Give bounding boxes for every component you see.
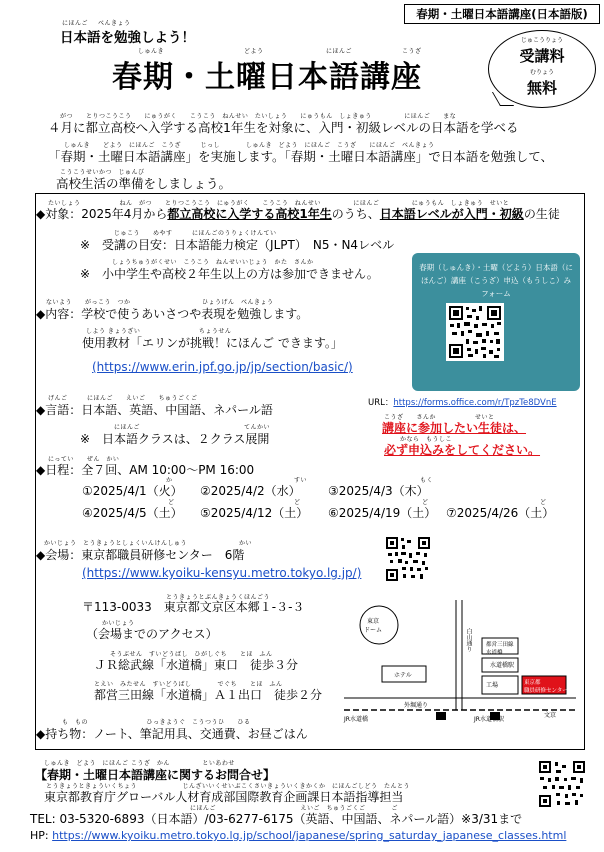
target-level: 日本語レベルが入門・初級 [379,207,524,221]
subtitle: 日本語を勉強しよう！ [60,30,195,46]
target-post: の生徒 [523,207,560,221]
date-5: ⑤2025/4/12（土） [200,506,309,520]
target-note2-ruby: しょうちゅうがくせい こうこう ねんせいいじょう かた さんか [112,259,314,266]
date-ruby-5: ど [294,499,301,506]
language-note-ruby-2: てんかい [244,424,271,431]
schedule-ruby: にってい ぜん かい [48,456,120,463]
schedule-row [36,461,254,478]
map-hotel-label: ホテル [394,672,412,679]
contact-qr-code[interactable] [538,760,586,808]
language-note-ruby: にほんご [114,424,141,431]
date-ruby-4: ど [168,499,175,506]
application-form-card[interactable] [412,253,580,391]
contact-hp-row [30,829,566,842]
language-text: 日本語、英語、中国語、ネパール語 [81,403,273,417]
language-version-tag: 春期・土曜日本語講座(日本語版) [404,4,600,24]
signup-notice-1: 講座に参加したい生徒は、 [382,421,527,435]
venue-address: 〒113-0033 東京都文京区本郷１-３-３ [82,600,305,614]
title-ruby-2: どよう [244,48,264,55]
page-title: 春期・土曜日本語講座 [112,60,422,95]
contact-tel-ruby: にほんご えいご ちゅうごくご ご [190,805,399,812]
date-ruby-3: もく [420,477,434,484]
route1-ruby: そうぶせん すいどうばし ひがしぐち とほ ふん [110,651,273,658]
title-ruby-3: にほんご [326,48,353,55]
intro-ruby-1: がつ とりつこうこう にゅうがく こうこう ねんせい たいしょう にゅうもん しょきゅう にほんご まな [60,113,457,120]
map-station-3: 水道橋駅 [490,662,515,669]
contact-header: 【春期・土曜日本語講座に関するお問合せ】 [35,768,276,782]
target-ruby: たいしょう ねん がつ とりつこうこう にゅうがく こうこう ねんせい にほんご にゅうもん しょきゅう せいと [48,200,510,207]
contact-tel: TEL: 03-5320-6893（日本語）/03-6277-6175（英語、中国語、ネパール語）※3/31まで [30,812,523,826]
address-ruby: とうきょうとぶんきょうくほんごう [166,594,271,601]
map-toei-building: 都営三田線 水道橋 [486,642,514,656]
route-toei: 都営三田線「水道橋」Ａ１出口 徒歩２分 [94,688,323,702]
content-label: ◆内容： [36,307,82,321]
map-station-2: JR水道橋駅 [474,716,504,723]
venue-link[interactable]: (https://www.kyoiku-kensyu.metro.tokyo.lg.jp/) [82,566,362,580]
date-4: ④2025/4/5（土） [82,506,183,520]
target-pre: 2025年4月から [81,207,168,221]
venue-ruby: かいじょう とうきょうとしょくいんけんしゅう かい [44,540,253,547]
language-row [36,401,273,418]
schedule-label: ◆日程： [36,463,82,477]
venue-row [36,546,244,563]
map-street-sotobori: 外堀通り [404,702,429,709]
target-note-2: ※ 小中学生や高校２年生以上の方は参加できません。 [80,267,379,281]
schedule-text: 全７回、AM 10:00～PM 16:00 [81,463,255,477]
badge-ruby-1: じゅこうりょう [520,37,563,44]
target-note-1: ※ 受講の目安：日本語能力検定（JLPT） N5・N4レベル [80,238,395,252]
target-note1-ruby: じゅこう めやす にほんごのうりょくけんてい [114,230,277,237]
content-text: 学校で使うあいさつや表現を勉強します。 [81,307,309,321]
intro-line-2: 「春期・土曜日本語講座」を実施します。「春期・土曜日本語講座」で日本語を勉強して、 [48,149,554,164]
route-jr: ＪＲ総武線「水道橋」東口 徒歩３分 [94,658,299,672]
intro-line-1: ４月に都立高校へ入学する高校1年生を対象に、入門・初級レベルの日本語を学べる [48,120,519,135]
date-ruby-7: ど [540,499,547,506]
content-ruby: ないよう がっこう つか ひょうげん べんきょう [46,299,274,306]
items-row [36,725,308,742]
content-book-ruby: しよう きょうざい ちょうせん [86,328,232,335]
target-school: 都立高校に入学する高校1年生 [167,207,332,221]
signup-ruby-2: かなら もうしこ [400,436,453,443]
contact-org-ruby: とうきょうときょういくちょう じんざいいくせいぶこくさいきょういくきかくか にほんごしどう たんとう [46,783,411,790]
subtitle-ruby-1: にほんご [62,20,89,27]
badge-fee-label: 受講料 [519,47,565,65]
textbook-name: 使用教材「エリンが挑戦！にほんご できます。」 [82,336,343,350]
target-row [36,205,560,222]
signup-notice-2: 必ず申込みをしてください。 [384,443,541,457]
contact-header-ruby: しゅんき どよう にほんご こうざ かん といあわせ [44,760,235,767]
date-6: ⑥2025/4/19（土） [328,506,437,520]
form-url-label: URL： [368,398,394,408]
date-1: ①2025/4/1（火） [82,484,183,498]
items-label: ◆持ち物： [36,727,94,741]
map-street-hakusan: 白山通り [465,628,472,652]
items-ruby: も もの ひっきようぐ こうつうひ ひる [62,719,251,726]
contact-hp-label: HP: [30,829,49,842]
date-2: ②2025/4/2（水） [200,484,301,498]
language-label: ◆言語： [36,403,82,417]
badge-free-label: 無料 [526,79,557,97]
target-label: ◆対象： [36,207,82,221]
map-dome-label: 東京 ドーム [364,618,383,634]
contact-hp-link[interactable]: https://www.kyoiku.metro.tokyo.lg.jp/school/japanese/spring_saturday_japanese_classes.html [52,829,567,842]
free-badge [488,30,596,108]
date-ruby-2: すい [294,477,308,484]
access-heading: （会場までのアクセス） [86,627,218,641]
map-building-4: 文京 [544,712,557,719]
title-ruby-4: こうざ [402,48,422,55]
intro-ruby-2: しゅんき どよう にほんご こうざ じっし しゅんき どよう にほんご こうざ にほんご べんきょう [64,142,435,149]
map-station-1: JR水道橋 [344,716,368,723]
application-qr-code[interactable] [446,303,504,361]
map-building-3: 工場 [486,682,499,689]
badge-ruby-2: むりょう [529,69,554,76]
contact-org: 東京都教育庁グローバル人材育成部国際教育企画課日本語指導担当 [44,790,404,804]
language-ruby: げんご にほんご えいご ちゅうごくご [48,395,198,402]
signup-ruby-1: こうざ さんか せいと [384,414,495,421]
textbook-link[interactable]: (https://www.erin.jpf.go.jp/jp/section/basic/) [92,360,353,374]
form-url-row [368,396,557,408]
title-ruby-1: しゅんき [138,48,165,55]
intro-ruby-3: こうこうせいかつ じゅんび [60,169,145,176]
venue-map [344,600,576,734]
intro-line-3: 高校生活の準備をしましょう。 [56,176,232,191]
venue-text: 東京都職員研修センター 6階 [81,548,245,562]
date-ruby-1: か [166,477,173,484]
language-note: ※ 日本語クラスは、２クラス展開 [80,432,270,446]
route2-ruby: とえい みたせん すいどうばし でぐち とほ ふん [94,681,283,688]
map-venue-building: 東京都 職員研修センター [524,680,568,694]
venue-qr-code[interactable] [385,536,431,582]
date-3: ③2025/4/3（木） [328,484,429,498]
application-form-title: 春期（しゅんき）・土曜（どよう）日本語（にほんご）講座（こうざ）申込（もうしこ）みフォーム [419,263,573,298]
content-row [36,305,308,322]
venue-label: ◆会場： [36,548,82,562]
date-ruby-6: ど [422,499,429,506]
access-ruby: かいじょう [102,620,135,627]
subtitle-ruby-2: べんきょう [98,20,131,27]
items-text: ノート、筆記用具、交通費、お昼ごはん [93,727,308,741]
form-url-link[interactable]: https://forms.office.com/r/TpzTe8DVnE [393,398,557,408]
date-7: ⑦2025/4/26（土） [446,506,555,520]
target-mid: のうち、 [331,207,380,221]
